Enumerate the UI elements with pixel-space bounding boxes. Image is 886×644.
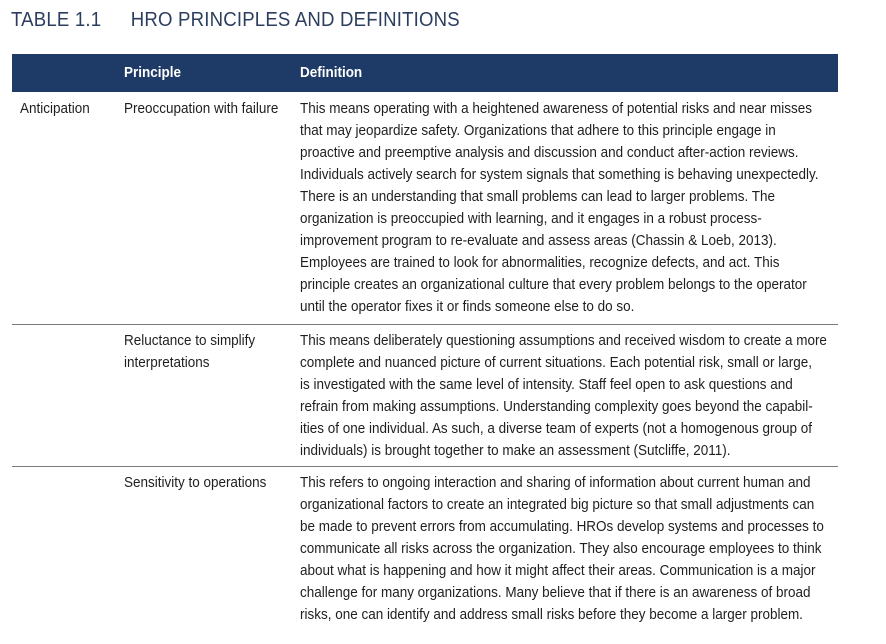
definition-line: There is an understanding that small problems can lead to larger problems. The — [300, 189, 775, 205]
definition-line: challenge for many organizations. Many believe that if there is an awareness of broad — [300, 585, 811, 601]
definition-cell — [300, 98, 825, 318]
principle-cell — [124, 98, 291, 120]
definition-line: individuals) is brought together to make an assessment (Sutcliffe, 2011). — [300, 443, 731, 459]
definition-line: risks, one can identify and address small risks before they become a larger problem. — [300, 607, 803, 623]
definition-line: be made to prevent errors from accumulating. HROs develop systems and processes to — [300, 519, 824, 535]
principle-line: Reluctance to simplify — [124, 333, 256, 349]
definition-line: complete and nuanced picture of current situations. Each potential risk, small or large, — [300, 355, 812, 371]
definition-line: Employees are trained to look for abnormalities, recognize defects, and act. This — [300, 255, 780, 271]
definition-cell — [300, 330, 825, 462]
principle-cell — [124, 472, 291, 494]
definition-line: that may jeopardize safety. Organizations that adhere to this principle engage in — [300, 123, 776, 139]
table-row — [12, 324, 838, 466]
definition-cell — [300, 472, 825, 626]
definition-line: communicate all risks across the organization. They also encourage employees to think — [300, 541, 822, 557]
principle-cell — [124, 330, 291, 374]
definition-line: This means operating with a heightened awareness of potential risks and near misses — [300, 101, 812, 117]
definition-line: proactive and preemptive analysis and discussion and conduct after-action reviews. — [300, 145, 799, 161]
definition-line: Individuals actively search for system signals that something is behaving unexpectedly. — [300, 167, 819, 183]
definition-line: organizational factors to create an integrated big picture so that small adjustments can — [300, 497, 815, 513]
table-row — [12, 466, 838, 644]
principle-line: interpretations — [124, 355, 210, 371]
table-header — [12, 54, 838, 92]
definition-line: This refers to ongoing interaction and sharing of information about current human and — [300, 475, 811, 491]
definition-line: principle creates an organizational culture that every problem belongs to the operator — [300, 277, 807, 293]
table-row — [12, 92, 838, 324]
definition-line: refrain from making assumptions. Understanding complexity goes beyond the capabil- — [300, 399, 813, 415]
definition-line: organization is preoccupied with learning, and it engages in a robust process- — [300, 211, 762, 227]
definition-line: until the operator fixes it or finds someone else to do so. — [300, 299, 635, 315]
table-caption — [11, 9, 460, 32]
definition-line: This means deliberately questioning assumptions and received wisdom to create a more — [300, 333, 827, 349]
definition-line: is investigated with the same level of intensity. Staff feel open to ask questions and — [300, 377, 793, 393]
category-cell: Anticipation — [20, 101, 90, 117]
definition-line: about what is happening and how it might affect their areas. Communication is a major — [300, 563, 816, 579]
table-title: HRO PRINCIPLES AND DEFINITIONS — [130, 9, 460, 31]
definition-line: ities of one individual. As such, a diverse team of experts (not a homogenous group of — [300, 421, 812, 437]
header-definition: Definition — [300, 65, 363, 81]
principle-line: Preoccupation with failure — [124, 101, 279, 117]
principle-line: Sensitivity to operations — [124, 475, 267, 491]
header-principle: Principle — [124, 65, 181, 81]
definition-line: improvement program to re-evaluate and assess areas (Chassin & Loeb, 2013). — [300, 233, 777, 249]
table-number: TABLE 1.1 — [11, 9, 102, 31]
